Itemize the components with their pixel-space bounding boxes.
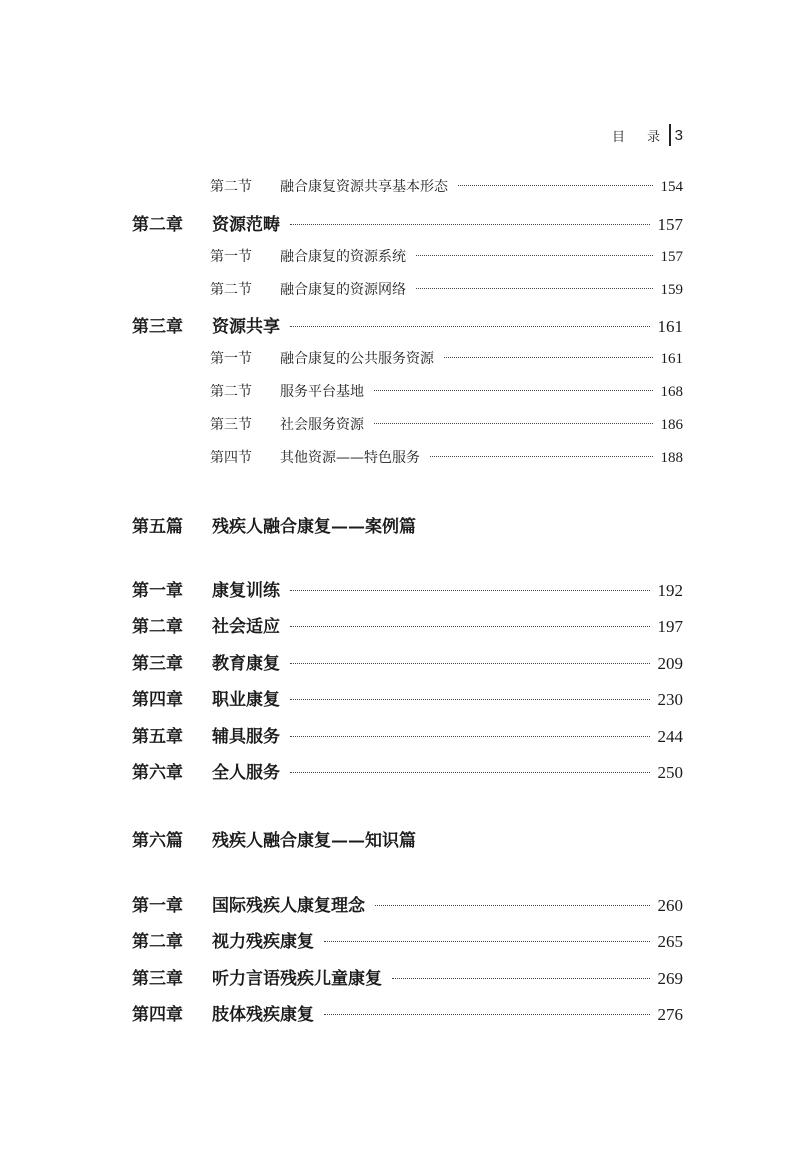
toc-chapter-entry[interactable]: [0, 1000, 800, 1025]
leader-dots: [290, 699, 650, 700]
section-title: 融合康复的资源系统: [280, 249, 406, 265]
toc-section-entry[interactable]: [0, 414, 800, 434]
leader-dots: [375, 905, 650, 906]
chapter-page: 209: [657, 654, 683, 673]
toc-section-entry[interactable]: [0, 381, 800, 401]
leader-dots: [324, 1014, 650, 1015]
section-page: 186: [660, 417, 683, 433]
section-number: 第一节: [210, 351, 252, 367]
chapter-page: 276: [657, 1005, 683, 1024]
toc-section-entry[interactable]: [0, 447, 800, 467]
leader-dots: [324, 941, 650, 942]
chapter-title: 国际残疾人康复理念: [212, 896, 365, 916]
section-title: 融合康复资源共享基本形态: [280, 179, 448, 195]
toc-chapter-entry[interactable]: [0, 722, 800, 747]
part-title: 残疾人融合康复——案例篇: [212, 517, 416, 537]
chapter-page: 269: [657, 969, 683, 988]
leader-dots: [290, 663, 650, 664]
toc-chapter-entry[interactable]: [0, 891, 800, 916]
leader-dots: [458, 185, 653, 186]
toc-chapter-entry[interactable]: [0, 649, 800, 674]
section-number: 第二节: [210, 384, 252, 400]
chapter-title: 辅具服务: [212, 727, 280, 747]
leader-dots: [416, 255, 653, 256]
leader-dots: [290, 736, 650, 737]
section-number: 第四节: [210, 450, 252, 466]
section-title: 融合康复的资源网络: [280, 282, 406, 298]
part-number: 第六篇: [132, 831, 183, 851]
chapter-number: 第四章: [132, 1005, 183, 1025]
leader-dots: [374, 390, 653, 391]
chapter-title: 听力言语残疾儿童康复: [212, 969, 382, 989]
chapter-title: 资源范畴: [212, 215, 280, 235]
chapter-title: 教育康复: [212, 654, 280, 674]
toc-chapter-entry[interactable]: [0, 210, 800, 235]
chapter-page: 157: [657, 215, 683, 234]
chapter-title: 肢体残疾康复: [212, 1005, 314, 1025]
toc-chapter-entry[interactable]: [0, 758, 800, 783]
chapter-number: 第二章: [132, 932, 183, 952]
section-title: 服务平台基地: [280, 384, 364, 400]
chapter-page: 265: [657, 932, 683, 951]
chapter-page: 244: [657, 727, 683, 746]
chapter-page: 250: [657, 763, 683, 782]
leader-dots: [290, 772, 650, 773]
chapter-title: 社会适应: [212, 617, 280, 637]
toc-part-heading[interactable]: [132, 826, 416, 851]
leader-dots: [374, 423, 653, 424]
toc-section-entry[interactable]: [0, 348, 800, 368]
leader-dots: [290, 224, 650, 225]
leader-dots: [290, 626, 650, 627]
chapter-number: 第五章: [132, 727, 183, 747]
toc-chapter-entry[interactable]: [0, 312, 800, 337]
part-number: 第五篇: [132, 517, 183, 537]
section-number: 第三节: [210, 417, 252, 433]
section-page: 161: [660, 351, 683, 367]
part-title: 残疾人融合康复——知识篇: [212, 831, 416, 851]
chapter-number: 第三章: [132, 317, 183, 337]
chapter-page: 260: [657, 896, 683, 915]
section-title: 其他资源——特色服务: [280, 450, 420, 466]
section-page: 157: [660, 249, 683, 265]
section-page: 168: [660, 384, 683, 400]
section-number: 第一节: [210, 249, 252, 265]
section-number: 第二节: [210, 179, 252, 195]
chapter-number: 第二章: [132, 215, 183, 235]
chapter-title: 职业康复: [212, 690, 280, 710]
chapter-title: 全人服务: [212, 763, 280, 783]
chapter-number: 第三章: [132, 654, 183, 674]
toc-section-entry[interactable]: [0, 176, 800, 196]
chapter-number: 第四章: [132, 690, 183, 710]
section-number: 第二节: [210, 282, 252, 298]
toc-chapter-entry[interactable]: [0, 685, 800, 710]
header-label: 目 录: [612, 129, 670, 145]
chapter-number: 第二章: [132, 617, 183, 637]
chapter-number: 第一章: [132, 896, 183, 916]
chapter-number: 第三章: [132, 969, 183, 989]
chapter-page: 230: [657, 690, 683, 709]
section-page: 154: [660, 179, 683, 195]
leader-dots: [392, 978, 650, 979]
chapter-title: 资源共享: [212, 317, 280, 337]
chapter-title: 康复训练: [212, 581, 280, 601]
toc-chapter-entry[interactable]: [0, 964, 800, 989]
toc-section-entry[interactable]: [0, 246, 800, 266]
section-page: 159: [660, 282, 683, 298]
toc-chapter-entry[interactable]: [0, 927, 800, 952]
leader-dots: [290, 590, 650, 591]
leader-dots: [430, 456, 653, 457]
section-title: 融合康复的公共服务资源: [280, 351, 434, 367]
section-page: 188: [660, 450, 683, 466]
leader-dots: [444, 357, 653, 358]
section-title: 社会服务资源: [280, 417, 364, 433]
page-number: 3: [674, 126, 683, 144]
chapter-number: 第六章: [132, 763, 183, 783]
chapter-page: 192: [657, 581, 683, 600]
chapter-page: 161: [657, 317, 683, 336]
toc-part-heading[interactable]: [132, 512, 416, 537]
leader-dots: [290, 326, 650, 327]
chapter-number: 第一章: [132, 581, 183, 601]
chapter-title: 视力残疾康复: [212, 932, 314, 952]
toc-chapter-entry[interactable]: [0, 612, 800, 637]
chapter-page: 197: [657, 617, 683, 636]
toc-chapter-entry[interactable]: [0, 576, 800, 601]
leader-dots: [416, 288, 653, 289]
toc-section-entry[interactable]: [0, 279, 800, 299]
